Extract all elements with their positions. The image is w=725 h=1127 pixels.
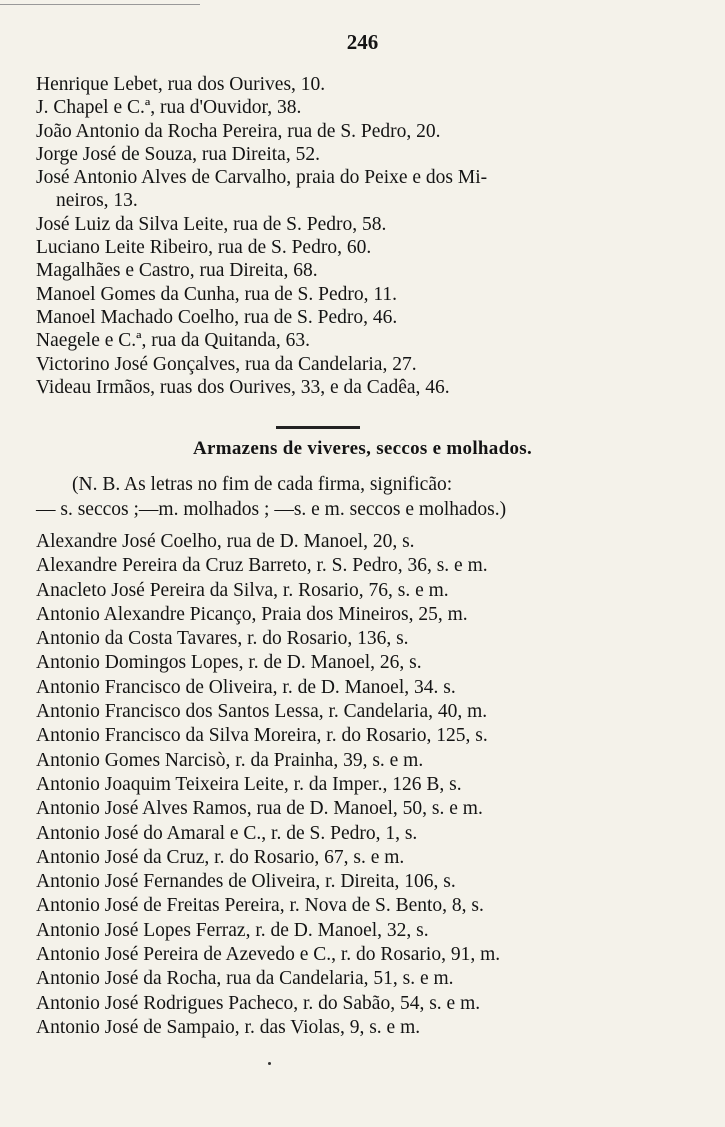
listing-entry: Antonio Joaquim Teixeira Leite, r. da Imper., 126 B, s. [36,773,462,795]
note-line: (N. B. As letras no fim de cada firma, significão: [72,474,453,495]
listing-entry: Antonio Gomes Narcisò, r. da Prainha, 39, s. e m. [36,749,424,771]
listing-entry: Naegele e C.ª, rua da Quitanda, 63. [36,330,310,352]
listing-entry: Alexandre José Coelho, rua de D. Manoel, 20, s. [36,531,415,552]
listing-entry: José Luiz da Silva Leite, rua de S. Pedro, 58. [36,213,387,235]
listing-entry: Antonio José de Sampaio, r. das Violas, 9, s. e m. [36,1016,421,1038]
listing-entry: Manoel Machado Coelho, rua de S. Pedro, 46. [36,306,398,328]
ink-speck [268,1062,271,1065]
listing-entry: João Antonio da Rocha Pereira, rua de S. Pedro, 20. [36,120,441,142]
listing-entry: Antonio Francisco de Oliveira, r. de D. Manoel, 34. s. [36,676,456,698]
listing-entry: J. Chapel e C.ª, rua d'Ouvidor, 38. [36,97,302,119]
listing-entry: Victorino José Gonçalves, rua da Candelaria, 27. [36,353,417,375]
listing-entry: Antonio José Fernandes de Oliveira, r. Direita, 106, s. [36,871,456,893]
listing-entry: Magalhães e Castro, rua Direita, 68. [36,260,318,282]
listing-entry: Henrique Lebet, rua dos Ourives, 10. [36,74,326,95]
section-title: Armazens de viveres, seccos e molhados. [192,438,533,459]
listing-entry: Antonio José Rodrigues Pacheco, r. do Sabão, 54, s. e m. [36,992,481,1014]
listing-entry: Videau Irmãos, ruas dos Ourives, 33, e da Cadêa, 46. [36,376,450,398]
listing-entry: Antonio José Alves Ramos, rua de D. Manoel, 50, s. e m. [36,798,483,820]
listing-entry: Antonio da Costa Tavares, r. do Rosario, 136, s. [36,628,409,650]
listing-entry-continuation: neiros, 13. [56,190,138,212]
listing-entry: Antonio Francisco dos Santos Lessa, r. Candelaria, 40, m. [36,701,488,723]
warehouse-listing [36,530,707,1040]
listing-entry: Antonio José Lopes Ferraz, r. de D. Manoel, 32, s. [36,919,429,941]
listing-entry: Anacleto José Pereira da Silva, r. Rosario, 76, s. e m. [36,579,449,601]
listing-entry: Luciano Leite Ribeiro, rua de S. Pedro, 60. [36,237,372,259]
listing-entry: Jorge José de Souza, rua Direita, 52. [36,143,320,165]
listing-entry: Antonio José do Amaral e C., r. de S. Pedro, 1, s. [36,822,418,844]
note-line: — s. seccos ;—m. molhados ; —s. e m. seccos e molhados.) [36,499,507,520]
listing-entry: Alexandre Pereira da Cruz Barreto, r. S. Pedro, 36, s. e m. [36,555,488,577]
listing-entry: José Antonio Alves de Carvalho, praia do Peixe e dos Mi- [36,167,488,189]
section-divider [276,426,360,429]
page-number: 246 [346,30,379,54]
top-edge-rule [0,4,200,5]
abbreviation-note [36,472,707,522]
listing-entry: Antonio José de Freitas Pereira, r. Nova de S. Bento, 8, s. [36,895,484,917]
listing-entry: Manoel Gomes da Cunha, rua de S. Pedro, 11. [36,283,398,305]
listing-entry: Antonio José Pereira de Azevedo e C., r. do Rosario, 91, m. [36,944,501,966]
listing-entry: Antonio José da Cruz, r. do Rosario, 67, s. e m. [36,846,405,868]
listing-entry: Antonio Domingos Lopes, r. de D. Manoel, 26, s. [36,652,422,674]
merchant-listing [36,73,707,399]
listing-entry: Antonio José da Rocha, rua da Candelaria, 51, s. e m. [36,968,454,990]
listing-entry: Antonio Francisco da Silva Moreira, r. do Rosario, 125, s. [36,725,488,747]
listing-entry: Antonio Alexandre Picanço, Praia dos Mineiros, 25, m. [36,603,468,625]
